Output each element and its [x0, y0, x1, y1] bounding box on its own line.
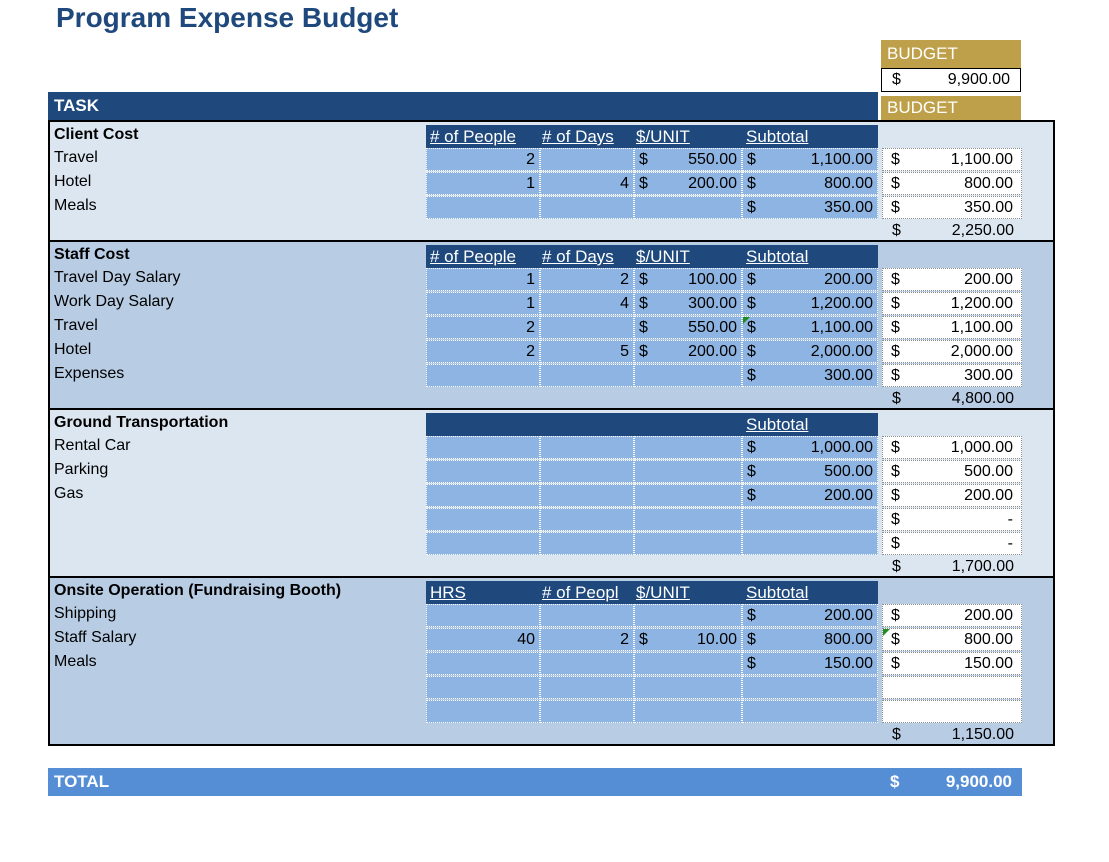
section-total	[882, 220, 1022, 242]
currency-symbol: $	[747, 175, 756, 192]
currency-symbol: $	[891, 151, 900, 168]
empty-cell[interactable]	[634, 508, 742, 531]
subtotal-value: 500.00	[824, 463, 873, 480]
subtotal-value: 200.00	[824, 271, 873, 288]
section-total	[882, 556, 1022, 578]
currency-symbol: $	[747, 343, 756, 360]
currency-symbol: $	[891, 631, 900, 648]
currency-symbol: $	[891, 439, 900, 456]
currency-symbol: $	[891, 343, 900, 360]
subtotal-cell[interactable]	[742, 652, 878, 675]
row-label: Rental Car	[54, 437, 131, 454]
budget-value: -	[1007, 511, 1013, 528]
budget-cell[interactable]	[882, 292, 1022, 315]
unit-cost-cell[interactable]	[634, 172, 742, 195]
section-onsite-operation	[48, 576, 1055, 746]
empty-cell[interactable]	[540, 508, 634, 531]
unit-cost-cell[interactable]	[634, 292, 742, 315]
row-label: Gas	[54, 485, 84, 502]
budget-cell[interactable]	[882, 484, 1022, 507]
unit-cost-cell[interactable]	[634, 316, 742, 339]
budget-value: 200.00	[964, 607, 1013, 624]
unit-cost-value: 300.00	[688, 295, 737, 312]
empty-cell[interactable]	[540, 484, 634, 507]
row-label: Travel	[54, 149, 98, 166]
currency-symbol: $	[891, 655, 900, 672]
budget-value: 300.00	[964, 367, 1013, 384]
empty-cell[interactable]	[742, 676, 878, 699]
budget-cell[interactable]	[882, 436, 1022, 459]
subtotal-cell[interactable]	[742, 196, 878, 219]
budget-header-label: BUDGET	[881, 40, 1021, 68]
currency-symbol: $	[747, 199, 756, 216]
task-header: TASK	[48, 92, 878, 120]
subtotal-value: 1,000.00	[810, 439, 873, 456]
currency-symbol: $	[891, 271, 900, 288]
empty-cell[interactable]	[634, 700, 742, 723]
row-label: Shipping	[54, 605, 117, 622]
empty-cell[interactable]	[426, 460, 540, 483]
budget-value: 200.00	[964, 487, 1013, 504]
row-label: Work Day Salary	[54, 293, 174, 310]
budget-total-cell[interactable]	[881, 68, 1021, 92]
empty-cell[interactable]	[634, 484, 742, 507]
subtotal-cell[interactable]	[742, 628, 878, 651]
section-total	[882, 388, 1022, 410]
days-cell[interactable]: 5	[540, 340, 634, 363]
section-total	[882, 724, 1022, 746]
currency-symbol: $	[892, 71, 901, 88]
grand-total-value: 9,900.00	[945, 772, 1012, 791]
section-total-value: 1,700.00	[951, 558, 1014, 575]
days-cell[interactable]	[540, 196, 634, 219]
empty-cell[interactable]	[742, 532, 878, 555]
currency-symbol: $	[639, 631, 648, 648]
unit-cost-cell[interactable]	[634, 628, 742, 651]
empty-cell[interactable]	[634, 676, 742, 699]
column-header-unit: $/UNIT	[636, 127, 690, 146]
people-cell[interactable]: 2	[426, 340, 540, 363]
people-cell[interactable]	[540, 604, 634, 627]
subtotal-value: 1,100.00	[810, 319, 873, 336]
section-total-value: 4,800.00	[951, 390, 1014, 407]
budget-value: 200.00	[964, 271, 1013, 288]
days-cell[interactable]	[540, 316, 634, 339]
subtotal-value: 300.00	[824, 367, 873, 384]
subtotal-value: 800.00	[824, 631, 873, 648]
currency-symbol: $	[890, 772, 900, 791]
column-header-days: # of Days	[542, 247, 614, 266]
currency-symbol: $	[639, 319, 648, 336]
currency-symbol: $	[891, 175, 900, 192]
row-label: Hotel	[54, 173, 92, 190]
budget-cell[interactable]	[882, 460, 1022, 483]
unit-cost-cell[interactable]	[634, 652, 742, 675]
people-cell[interactable]: 2	[426, 316, 540, 339]
subtotal-value: 150.00	[824, 655, 873, 672]
unit-cost-cell[interactable]	[634, 268, 742, 291]
subtotal-value: 200.00	[824, 487, 873, 504]
column-header-unit: $/UNIT	[636, 583, 690, 602]
currency-symbol: $	[891, 535, 900, 552]
column-header-days: # of Days	[542, 127, 614, 146]
column-header-subtotal: Subtotal	[746, 583, 809, 602]
currency-symbol: $	[892, 558, 901, 575]
hours-cell[interactable]	[426, 604, 540, 627]
grand-total-label: TOTAL	[54, 772, 110, 791]
unit-cost-cell[interactable]	[634, 196, 742, 219]
currency-symbol: $	[747, 151, 756, 168]
budget-cell[interactable]	[882, 316, 1022, 339]
people-cell[interactable]: 1	[426, 268, 540, 291]
empty-cell[interactable]	[426, 700, 540, 723]
currency-symbol: $	[891, 487, 900, 504]
currency-symbol: $	[747, 655, 756, 672]
currency-symbol: $	[892, 726, 901, 743]
budget-value: 800.00	[964, 175, 1013, 192]
section-ground-transportation	[48, 408, 1055, 578]
subtotal-cell[interactable]	[742, 316, 878, 339]
currency-symbol: $	[891, 511, 900, 528]
budget-column-header: BUDGET	[881, 96, 1021, 120]
empty-cell[interactable]	[742, 700, 878, 723]
column-header-row	[426, 413, 878, 437]
currency-symbol: $	[747, 295, 756, 312]
subtotal-value: 2,000.00	[810, 343, 873, 360]
currency-symbol: $	[747, 607, 756, 624]
section-staff-cost	[48, 240, 1055, 410]
people-cell[interactable]	[426, 196, 540, 219]
subtotal-cell[interactable]	[742, 148, 878, 171]
currency-symbol: $	[639, 271, 648, 288]
grand-total-row	[48, 768, 1022, 796]
subtotal-value: 1,100.00	[810, 151, 873, 168]
column-header-unit: $/UNIT	[636, 247, 690, 266]
empty-cell[interactable]	[742, 508, 878, 531]
section-title: Staff Cost	[54, 246, 130, 263]
budget-cell[interactable]	[882, 508, 1022, 531]
people-cell[interactable]: 1	[426, 292, 540, 315]
section-client-cost	[48, 120, 1055, 242]
currency-symbol: $	[639, 151, 648, 168]
subtotal-cell[interactable]	[742, 436, 878, 459]
budget-value: 2,000.00	[950, 343, 1013, 360]
unit-cost-value: 100.00	[688, 271, 737, 288]
days-cell[interactable]: 4	[540, 172, 634, 195]
currency-symbol: $	[639, 343, 648, 360]
currency-symbol: $	[639, 175, 648, 192]
budget-value: 1,200.00	[950, 295, 1013, 312]
budget-cell[interactable]	[882, 700, 1022, 723]
section-total-value: 2,250.00	[951, 222, 1014, 239]
unit-cost-value: 550.00	[688, 151, 737, 168]
comment-indicator-icon	[883, 629, 890, 636]
row-label: Meals	[54, 653, 97, 670]
currency-symbol: $	[639, 295, 648, 312]
currency-symbol: $	[747, 631, 756, 648]
empty-cell[interactable]	[540, 532, 634, 555]
budget-cell[interactable]	[882, 196, 1022, 219]
budget-cell[interactable]	[882, 148, 1022, 171]
column-header-row	[426, 581, 878, 605]
currency-symbol: $	[891, 199, 900, 216]
section-title: Ground Transportation	[54, 414, 229, 431]
subtotal-value: 200.00	[824, 607, 873, 624]
unit-cost-cell[interactable]	[634, 148, 742, 171]
subtotal-cell[interactable]	[742, 268, 878, 291]
days-cell[interactable]	[540, 148, 634, 171]
row-label: Meals	[54, 197, 97, 214]
empty-cell[interactable]	[540, 676, 634, 699]
subtotal-cell[interactable]	[742, 364, 878, 387]
budget-cell[interactable]	[882, 364, 1022, 387]
empty-cell[interactable]	[426, 676, 540, 699]
row-label: Travel Day Salary	[54, 269, 181, 286]
unit-cost-value: 550.00	[688, 319, 737, 336]
column-header-people: # of People	[430, 247, 517, 266]
empty-cell[interactable]	[540, 436, 634, 459]
budget-total-value: 9,900.00	[947, 71, 1010, 88]
budget-cell[interactable]	[882, 340, 1022, 363]
row-label: Hotel	[54, 341, 92, 358]
people-cell[interactable]: 1	[426, 172, 540, 195]
currency-symbol: $	[891, 295, 900, 312]
budget-value: 1,100.00	[950, 319, 1013, 336]
currency-symbol: $	[747, 463, 756, 480]
currency-symbol: $	[747, 367, 756, 384]
empty-cell[interactable]	[634, 436, 742, 459]
unit-cost-cell[interactable]	[634, 340, 742, 363]
row-label: Travel	[54, 317, 98, 334]
page-title: Program Expense Budget	[56, 2, 399, 33]
budget-cell[interactable]	[882, 604, 1022, 627]
people-cell[interactable]: 2	[540, 628, 634, 651]
empty-cell[interactable]	[426, 508, 540, 531]
hours-cell[interactable]	[426, 652, 540, 675]
budget-value: 1,100.00	[950, 151, 1013, 168]
empty-cell[interactable]	[540, 700, 634, 723]
row-label: Parking	[54, 461, 109, 478]
row-label: Staff Salary	[54, 629, 137, 646]
column-header-people: # of People	[430, 127, 517, 146]
subtotal-cell[interactable]	[742, 172, 878, 195]
budget-value: 800.00	[964, 631, 1013, 648]
people-cell[interactable]	[426, 364, 540, 387]
budget-value: 350.00	[964, 199, 1013, 216]
unit-cost-cell[interactable]	[634, 364, 742, 387]
currency-symbol: $	[891, 319, 900, 336]
hours-cell[interactable]: 40	[426, 628, 540, 651]
budget-cell[interactable]	[882, 628, 1022, 651]
currency-symbol: $	[747, 271, 756, 288]
currency-symbol: $	[892, 390, 901, 407]
budget-cell[interactable]	[882, 652, 1022, 675]
budget-cell[interactable]	[882, 172, 1022, 195]
people-cell[interactable]	[540, 652, 634, 675]
column-header-subtotal: Subtotal	[746, 247, 809, 266]
empty-cell[interactable]	[426, 484, 540, 507]
empty-cell[interactable]	[426, 532, 540, 555]
budget-value: 500.00	[964, 463, 1013, 480]
budget-value: -	[1007, 535, 1013, 552]
unit-cost-cell[interactable]	[634, 604, 742, 627]
column-header-hrs: HRS	[430, 583, 466, 602]
section-title: Onsite Operation (Fundraising Booth)	[54, 582, 342, 599]
section-total-value: 1,150.00	[951, 726, 1014, 743]
budget-cell[interactable]	[882, 676, 1022, 699]
column-header-row	[426, 125, 878, 149]
subtotal-cell[interactable]	[742, 460, 878, 483]
currency-symbol: $	[891, 463, 900, 480]
column-header-subtotal: Subtotal	[746, 127, 809, 146]
budget-cell[interactable]	[882, 268, 1022, 291]
currency-symbol: $	[747, 487, 756, 504]
budget-value: 1,000.00	[950, 439, 1013, 456]
currency-symbol: $	[747, 319, 756, 336]
currency-symbol: $	[891, 367, 900, 384]
currency-symbol: $	[747, 439, 756, 456]
subtotal-cell[interactable]	[742, 340, 878, 363]
days-cell[interactable]: 4	[540, 292, 634, 315]
section-title: Client Cost	[54, 126, 139, 143]
days-cell[interactable]: 2	[540, 268, 634, 291]
empty-cell[interactable]	[540, 460, 634, 483]
subtotal-cell[interactable]	[742, 292, 878, 315]
currency-symbol: $	[892, 222, 901, 239]
subtotal-value: 1,200.00	[810, 295, 873, 312]
budget-cell[interactable]	[882, 532, 1022, 555]
row-label: Expenses	[54, 365, 125, 382]
subtotal-cell[interactable]	[742, 484, 878, 507]
unit-cost-value: 200.00	[688, 343, 737, 360]
people-cell[interactable]: 2	[426, 148, 540, 171]
column-header-subtotal: Subtotal	[746, 415, 809, 434]
column-header-row	[426, 245, 878, 269]
budget-value: 150.00	[964, 655, 1013, 672]
subtotal-value: 350.00	[824, 199, 873, 216]
column-header-people: # of Peopl	[542, 583, 619, 602]
subtotal-cell[interactable]	[742, 604, 878, 627]
subtotal-value: 800.00	[824, 175, 873, 192]
unit-cost-value: 10.00	[696, 631, 737, 648]
empty-cell[interactable]	[634, 460, 742, 483]
currency-symbol: $	[891, 607, 900, 624]
empty-cell[interactable]	[634, 532, 742, 555]
days-cell[interactable]	[540, 364, 634, 387]
unit-cost-value: 200.00	[688, 175, 737, 192]
empty-cell[interactable]	[426, 436, 540, 459]
